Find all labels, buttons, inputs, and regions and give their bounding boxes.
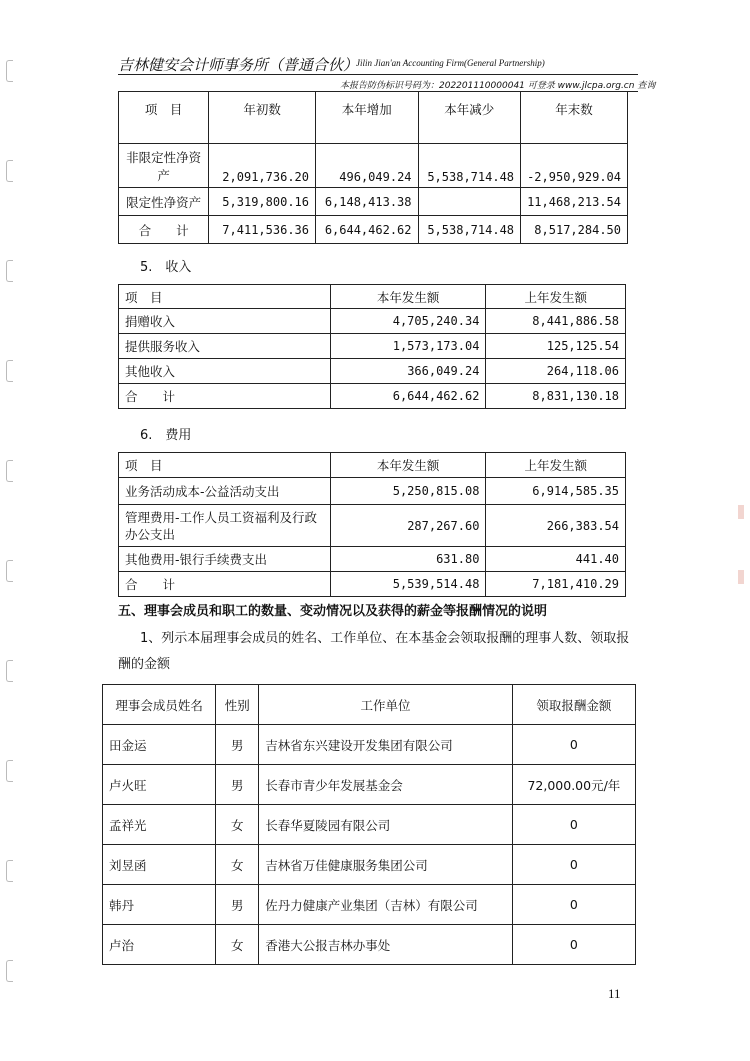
member-name: 卢治 [103,925,216,965]
col-header: 本年发生额 [330,453,486,478]
member-pay: 72,000.00元/年 [512,765,635,805]
cell-dec: 5,538,714.48 [418,144,521,188]
member-name: 田金运 [103,725,216,765]
member-unit: 长春市青少年发展基金会 [259,765,512,805]
member-pay: 0 [512,805,635,845]
expense-table [118,452,626,597]
member-pay: 0 [512,845,635,885]
row-item: 业务活动成本-公益活动支出 [119,478,331,505]
binder-hole [6,360,13,382]
col-header: 项 目 [119,92,209,144]
cell-dec [418,188,521,216]
cell-current: 1,573,173.04 [330,334,486,359]
firm-name-en: Jilin Jian'an Accounting Firm(General Partnership) [356,58,545,68]
table-header-row [119,285,626,309]
cell-begin: 5,319,800.16 [209,188,316,216]
member-name: 孟祥光 [103,805,216,845]
cell-dec: 5,538,714.48 [418,216,521,244]
binder-hole [6,460,13,482]
member-pay: 0 [512,725,635,765]
verification-code: 本报告防伪标识号码为：202201110000041 可登录 www.jlcpa.org.cn 查询 [340,81,656,91]
cell-begin: 7,411,536.36 [209,216,316,244]
section-five-para-cont: 酬的金额 [118,657,171,672]
row-item: 其他费用-银行手续费支出 [119,547,331,572]
row-item: 管理费用-工作人员工资福利及行政办公支出 [119,505,331,547]
table-row [103,765,636,805]
table-row [119,144,628,188]
binder-hole [6,60,13,82]
cell-begin: 2,091,736.20 [209,144,316,188]
binder-hole [6,260,13,282]
col-header: 本年增加 [316,92,419,144]
table-row [119,547,626,572]
cell-current: 287,267.60 [330,505,486,547]
income-section-title: 5. 收入 [140,260,192,275]
col-header: 上年发生额 [486,285,626,309]
member-unit: 佐丹力健康产业集团（吉林）有限公司 [259,885,512,925]
table-row-total [119,572,626,597]
cell-end: 8,517,284.50 [521,216,628,244]
cell-previous: 8,831,130.18 [486,384,626,409]
col-header: 本年减少 [418,92,521,144]
col-header: 理事会成员姓名 [103,685,216,725]
member-unit: 香港大公报吉林办事处 [259,925,512,965]
table-row [119,309,626,334]
member-unit: 吉林省东兴建设开发集团有限公司 [259,725,512,765]
col-header: 上年发生额 [486,453,626,478]
member-sex: 男 [216,885,259,925]
table-header-row [119,453,626,478]
table-row [103,805,636,845]
cell-inc: 6,644,462.62 [316,216,419,244]
col-header: 性别 [216,685,259,725]
cell-current: 631.80 [330,547,486,572]
col-header: 本年发生额 [330,285,486,309]
binder-hole [6,660,13,682]
row-item: 合 计 [119,216,209,244]
cell-current: 5,539,514.48 [330,572,486,597]
col-header: 年初数 [209,92,316,144]
table-row-total [119,384,626,409]
member-sex: 女 [216,925,259,965]
binder-hole [6,160,13,182]
cell-current: 5,250,815.08 [330,478,486,505]
member-sex: 女 [216,845,259,885]
member-sex: 男 [216,725,259,765]
table-row-total [119,216,628,244]
table-header-row [103,685,636,725]
section-five-para: 1、列示本届理事会成员的姓名、工作单位、在本基金会领取报酬的理事人数、领取报 [140,631,630,646]
row-item: 非限定性净资产 [119,144,209,188]
binder-hole [6,560,13,582]
net-assets-table [118,91,628,244]
row-item: 捐赠收入 [119,309,331,334]
cell-previous: 8,441,886.58 [486,309,626,334]
cell-previous: 7,181,410.29 [486,572,626,597]
header-rule [118,74,638,75]
cell-inc: 6,148,413.38 [316,188,419,216]
cell-previous: 441.40 [486,547,626,572]
table-row [119,478,626,505]
cell-current: 366,049.24 [330,359,486,384]
table-row [119,334,626,359]
seal-mark [738,570,744,584]
col-header: 领取报酬金额 [512,685,635,725]
member-name: 韩丹 [103,885,216,925]
expense-section-title: 6. 费用 [140,428,192,443]
member-pay: 0 [512,885,635,925]
cell-previous: 125,125.54 [486,334,626,359]
cell-end: 11,468,213.54 [521,188,628,216]
firm-name-cn: 吉林健安会计师事务所（普通合伙） [118,56,359,74]
row-item: 提供服务收入 [119,334,331,359]
member-sex: 男 [216,765,259,805]
table-row [103,725,636,765]
row-item: 合 计 [119,384,331,409]
member-pay: 0 [512,925,635,965]
table-row [119,359,626,384]
row-item: 其他收入 [119,359,331,384]
member-sex: 女 [216,805,259,845]
cell-inc: 496,049.24 [316,144,419,188]
cell-previous: 264,118.06 [486,359,626,384]
cell-previous: 6,914,585.35 [486,478,626,505]
page-number: 11 [608,986,621,1001]
cell-current: 6,644,462.62 [330,384,486,409]
binder-hole [6,960,13,982]
col-header: 工作单位 [259,685,512,725]
col-header: 项 目 [119,453,331,478]
table-header-row [119,92,628,144]
table-row [103,925,636,965]
cell-previous: 266,383.54 [486,505,626,547]
col-header: 年末数 [521,92,628,144]
member-unit: 吉林省万佳健康服务集团公司 [259,845,512,885]
table-row [103,885,636,925]
seal-mark [738,505,744,519]
cell-current: 4,705,240.34 [330,309,486,334]
member-name: 刘昱函 [103,845,216,885]
binder-hole [6,860,13,882]
cell-end: -2,950,929.04 [521,144,628,188]
member-name: 卢火旺 [103,765,216,805]
binder-hole [6,760,13,782]
section-five-title: 五、理事会成员和职工的数量、变动情况以及获得的薪金等报酬情况的说明 [118,604,548,619]
board-members-table [102,684,636,965]
income-table [118,284,626,409]
table-row [103,845,636,885]
table-row [119,188,628,216]
member-unit: 长春华夏陵园有限公司 [259,805,512,845]
row-item: 合 计 [119,572,331,597]
col-header: 项 目 [119,285,331,309]
table-row [119,505,626,547]
row-item: 限定性净资产 [119,188,209,216]
